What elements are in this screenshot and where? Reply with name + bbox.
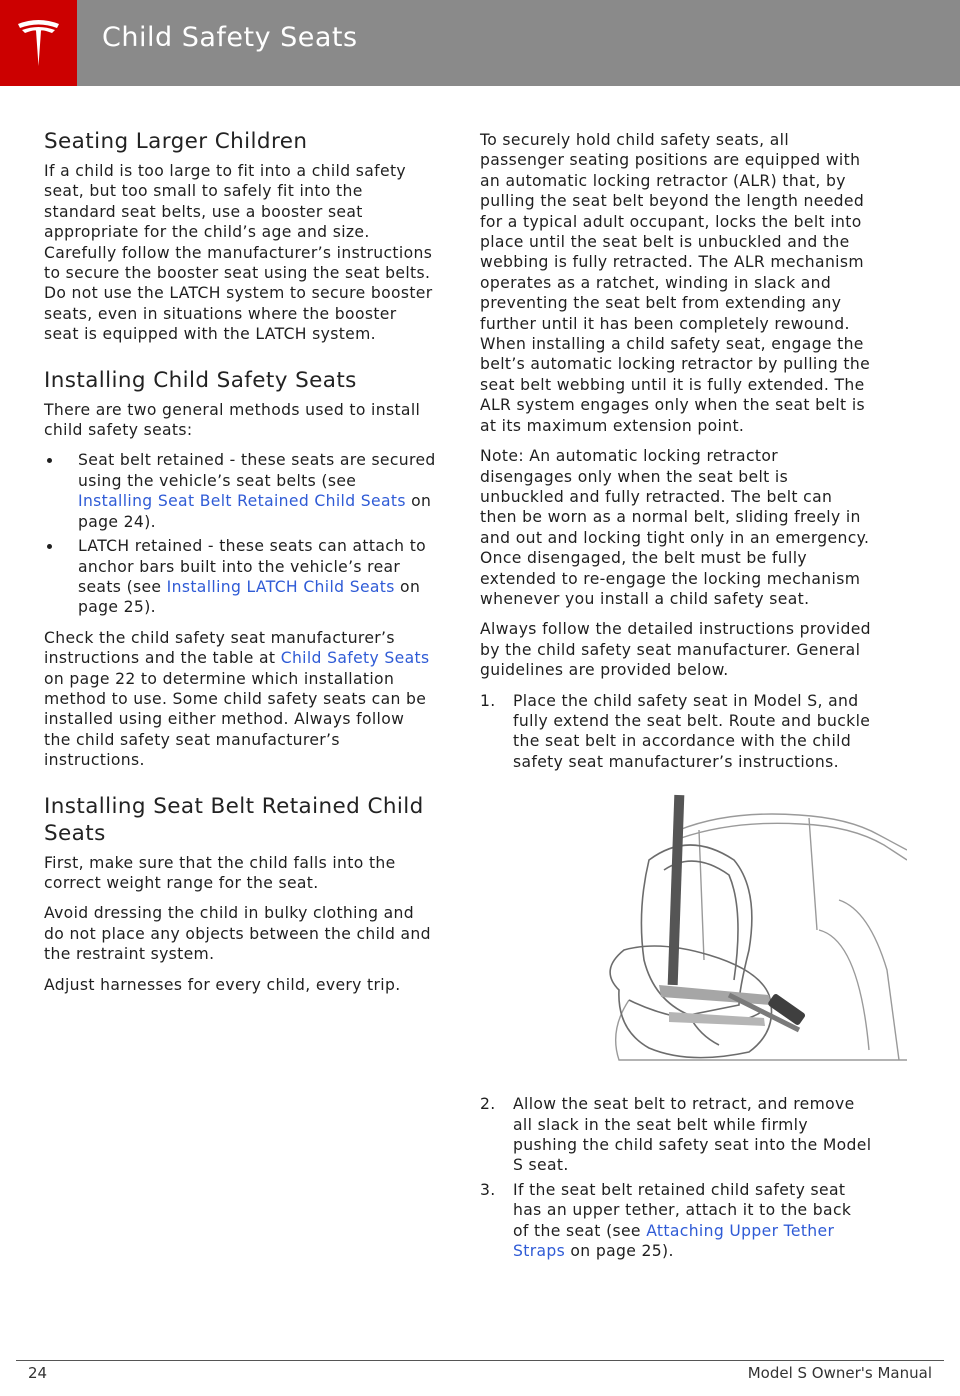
page-header bbox=[0, 0, 960, 86]
section-heading: Installing Child Safety Seats bbox=[44, 367, 357, 393]
list-item: 2. Allow the seat belt to retract, and remove all slack in the seat belt while firmly pushing the child safety seat into the Model S seat. bbox=[480, 1095, 872, 1175]
section-installing-seat-belt-retained bbox=[44, 793, 436, 995]
paragraph: To securely hold child safety seats, all passenger seating positions are equipped with an automatic locking retractor (ALR) that, by pulling the seat belt beyond the length needed for a typical adult occupant, locks the belt into place until the seat belt is unbuckled and the webbing is fully retracted. The ALR mechanism operates as a ratchet, winding in slack and preventing the seat belt from extending any further until it has been completely rewound. When installing a child safety seat, engage the belt’s automatic locking retractor by pulling the seat belt webbing until it is fully extended. The ALR system engages only when the seat belt is at its maximum extension point. bbox=[480, 131, 871, 435]
section-installing-child-safety-seats bbox=[44, 367, 436, 771]
paragraph: First, make sure that the child falls into the correct weight range for the seat. bbox=[44, 853, 396, 892]
brand-logo bbox=[0, 0, 77, 86]
paragraph: Adjust harnesses for every child, every trip. bbox=[44, 975, 401, 994]
paragraph: Always follow the detailed instructions provided by the child safety seat manufacturer. General guidelines are provided below. bbox=[480, 620, 871, 680]
paragraph: If a child is too large to fit into a child safety seat, but too small to safely fit into the standard seat belts, use a booster seat appropriate for the child’s age and size. Carefully follow the manufacturer’s instructions to secure the booster seat using the seat belts. Do not use the LATCH system to secure booster seats, even in situations where the booster seat is equipped with the LATCH system. bbox=[44, 162, 433, 344]
link-attaching-upper-tether-straps[interactable]: Attaching Upper Tether Straps bbox=[513, 1221, 835, 1261]
right-column bbox=[480, 130, 872, 1265]
installation-steps bbox=[480, 691, 872, 1262]
link-installing-latch-child-seats[interactable]: Installing LATCH Child Seats bbox=[166, 577, 395, 596]
section-heading: Seating Larger Children bbox=[44, 129, 308, 154]
section-heading: Installing Seat Belt Retained Child Seats bbox=[44, 793, 424, 846]
child-seat-illustration bbox=[569, 790, 907, 1072]
list-item: LATCH retained - these seats can attach to anchor bars built into the vehicle’s rear seats (see Installing LATCH Child Seats on page 25). bbox=[44, 536, 436, 618]
paragraph: Avoid dressing the child in bulky clothing and do not place any objects between the child and the restraint system. bbox=[44, 904, 431, 964]
paragraph: Note: An automatic locking retractor disengages only when the seat belt is unbuckled and fully retracted. The belt can then be worn as a normal belt, sliding freely in and out and locking tight only in an emergency. Once disengaged, the belt must be fully extended to re-engage the locking mechanism whenever you install a child safety seat. bbox=[480, 447, 870, 608]
section-seating-larger-children bbox=[44, 128, 436, 345]
list-item: Seat belt retained - these seats are secured using the vehicle’s seat belts (see Installing Seat Belt Retained Child Seats on page 24). bbox=[44, 450, 436, 532]
manual-title: Model S Owner's Manual bbox=[747, 1364, 932, 1382]
footer-divider bbox=[16, 1360, 944, 1361]
list-item: 3. If the seat belt retained child safety seat has an upper tether, attach it to the back of the seat (see Attaching Upper Tether Straps on page 25). bbox=[480, 1180, 852, 1261]
paragraph: Check the child safety seat manufacturer’s instructions and the table at Child Safety Seats on page 22 to determine which installation method to use. Some child safety seats can be installed using either method. Always follow the child safety seat manufacturer’s instructions. bbox=[44, 628, 430, 770]
method-list bbox=[44, 450, 436, 617]
list-item: 1. Place the child safety seat in Model S, and fully extend the seat belt. Route and buckle the seat belt in accordance with the child safety seat manufacturer’s instructions. bbox=[480, 691, 872, 1073]
link-installing-seat-belt-retained[interactable]: Installing Seat Belt Retained Child Seats bbox=[78, 492, 406, 511]
tesla-logo-icon bbox=[16, 18, 61, 68]
child-seat-belt-icon bbox=[569, 790, 907, 1072]
page-number: 24 bbox=[28, 1364, 48, 1382]
page-title: Child Safety Seats bbox=[102, 22, 358, 53]
link-child-safety-seats[interactable]: Child Safety Seats bbox=[280, 649, 430, 668]
left-column bbox=[44, 128, 436, 1005]
paragraph: There are two general methods used to install child safety seats: bbox=[44, 400, 421, 440]
